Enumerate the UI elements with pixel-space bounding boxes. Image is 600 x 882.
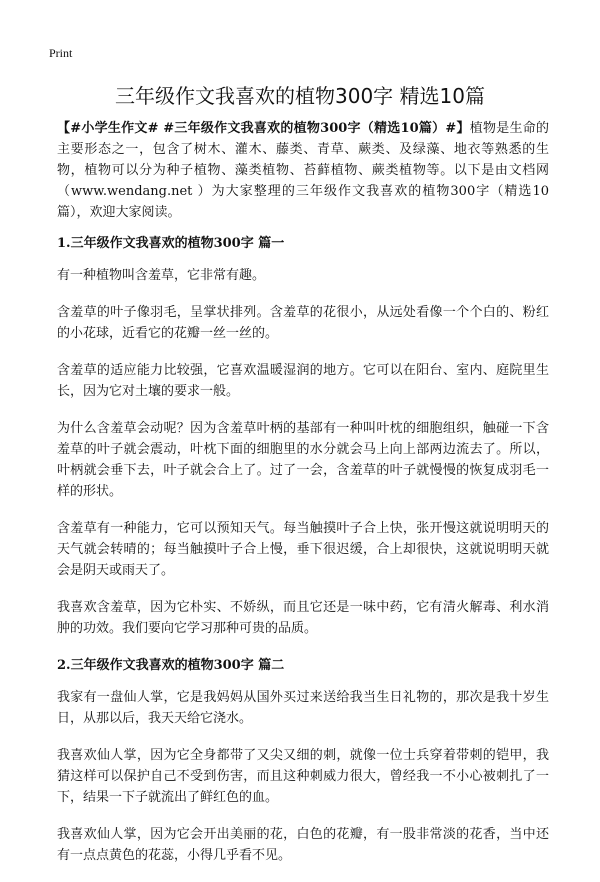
paragraph: 我喜欢仙人掌，因为它全身都带了又尖又细的刺，就像一位士兵穿着带刺的铠甲，我猜这样可以保护自己不受到伤害，而且这种刺威力很大，曾经我一不小心被刺扎了一下，结果一下子就流出了鲜红色的血。	[57, 748, 549, 805]
article-body	[57, 118, 549, 882]
page-title: 三年级作文我喜欢的植物300字 精选10篇	[115, 84, 485, 108]
paragraph: 含羞草有一种能力，它可以预知天气。每当触摸叶子合上快，张开慢这就说明明天的天气就会转晴的；每当触摸叶子合上慢，垂下很迟缓，合上却很快，这就说明明天就会是阴天或雨天了。	[57, 521, 549, 578]
intro-tag: 【#小学生作文# #三年级作文我喜欢的植物300字（精选10篇）#】	[57, 121, 470, 136]
intro-paragraph	[57, 118, 549, 223]
paragraph: 有一种植物叫含羞草，它非常有趣。	[57, 268, 266, 283]
paragraph: 含羞草的叶子像羽毛，呈掌状排列。含羞草的花很小，从远处看像一个个白的、粉红的小花球，近看它的花瓣一丝一丝的。	[57, 305, 549, 341]
section-heading-2: 2.三年级作文我喜欢的植物300字 篇二	[57, 658, 285, 673]
paragraph: 我家有一盘仙人掌，它是我妈妈从国外买过来送给我当生日礼物的，那次是我十岁生日，从那以后，我天天给它浇水。	[57, 690, 549, 726]
print-link[interactable]: Print	[49, 46, 73, 60]
intro-text: 植物是生命的主要形态之一，包含了树木、灌木、藤类、青草、蕨类、及绿藻、地衣等熟悉的生物，植物可以分为种子植物、藻类植物、苔藓植物、蕨类植物等。以下是由文档网（www.wendang.net ）为大家整理的三年级作文我喜欢的植物300字（精选10篇），欢迎大家阅读。	[57, 121, 549, 220]
paragraph: 我喜欢仙人掌，因为它会开出美丽的花，白色的花瓣，有一股非常淡的花香，当中还有一点点黄色的花蕊，小得几乎看不见。	[57, 827, 549, 863]
section-heading-1: 1.三年级作文我喜欢的植物300字 篇一	[57, 236, 285, 251]
paragraph: 为什么含羞草会动呢？因为含羞草叶柄的基部有一种叫叶枕的细胞组织，触碰一下含羞草的叶子就会震动，叶枕下面的细胞里的水分就会马上向上部两边流去了。所以，叶柄就会垂下去，叶子就会合上了。过了一会，含羞草的叶子就慢慢的恢复成羽毛一样的形状。	[57, 421, 549, 499]
paragraph: 含羞草的适应能力比较强，它喜欢温暖湿润的地方。它可以在阳台、室内、庭院里生长，因为它对土壤的要求一般。	[57, 363, 549, 399]
paragraph: 我喜欢含羞草，因为它朴实、不娇纵，而且它还是一味中药，它有清火解毒、利水消肿的功效。我们要向它学习那种可贵的品质。	[57, 600, 549, 636]
